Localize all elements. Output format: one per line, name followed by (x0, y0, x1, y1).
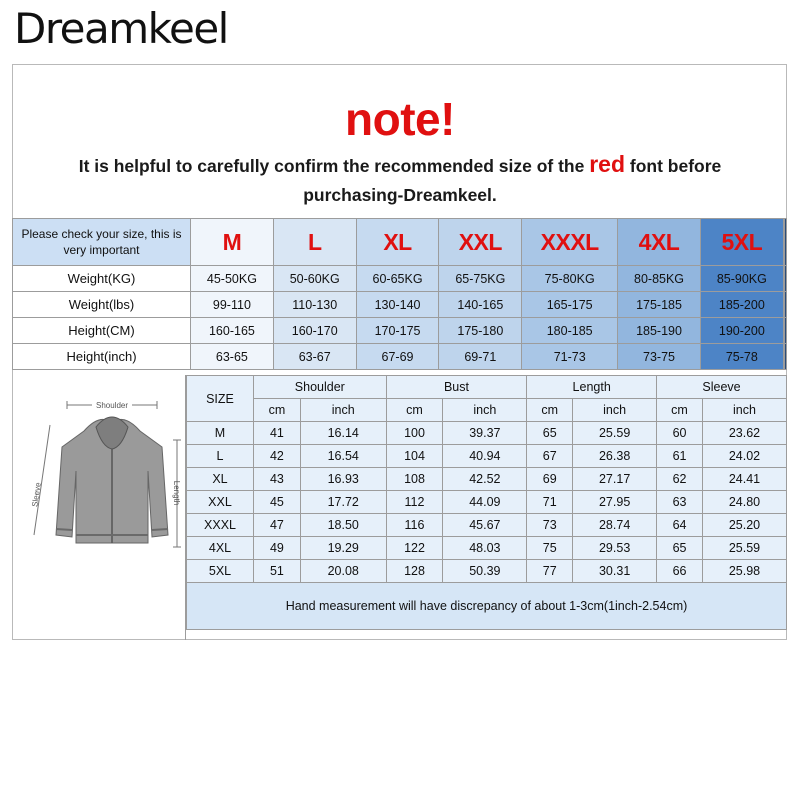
measure-cell: 16.14 (300, 422, 386, 445)
size-cell: 85-90KG (700, 266, 783, 292)
measure-row (187, 537, 787, 560)
garment-figure (12, 375, 186, 640)
measure-cell: 25.20 (702, 514, 786, 537)
blank-cell (785, 219, 787, 266)
measure-unit-row (187, 399, 787, 422)
measure-cell: 29.53 (573, 537, 657, 560)
size-cell: 65-75KG (439, 266, 522, 292)
discrepancy-footnote: Hand measurement will have discrepancy of about 1-3cm(1inch-2.54cm) (187, 583, 787, 630)
size-cell: 180-185 (522, 318, 618, 344)
measure-size: 5XL (187, 560, 254, 583)
measure-cell: 116 (386, 514, 443, 537)
measure-cell: 24.80 (702, 491, 786, 514)
blank-cell (785, 344, 787, 370)
size-cell: 73-75 (618, 344, 701, 370)
size-row-label: Weight(lbs) (13, 292, 191, 318)
measure-cell: 25.98 (702, 560, 786, 583)
size-cell: 71-73 (522, 344, 618, 370)
measure-size: XXL (187, 491, 254, 514)
measure-group-row (187, 376, 787, 399)
footnote-row (187, 583, 787, 630)
measure-cell: 41 (254, 422, 301, 445)
measure-cell: 69 (527, 468, 573, 491)
advice-text (0, 150, 800, 210)
measure-cell: 73 (527, 514, 573, 537)
measure-cell: 24.41 (702, 468, 786, 491)
blank-cell (785, 318, 787, 344)
size-cell: 175-180 (439, 318, 522, 344)
size-label: XXXL (522, 219, 618, 266)
measure-cell: 50.39 (443, 560, 527, 583)
size-cell: 130-140 (356, 292, 439, 318)
size-cell: 140-165 (439, 292, 522, 318)
measure-size: XL (187, 468, 254, 491)
measure-cell: 77 (527, 560, 573, 583)
size-cell: 160-165 (191, 318, 274, 344)
size-cell: 63-67 (273, 344, 356, 370)
size-cell: 110-130 (273, 292, 356, 318)
measure-cell: 27.17 (573, 468, 657, 491)
group-header: Bust (386, 376, 527, 399)
measure-cell: 75 (527, 537, 573, 560)
hoodie-diagram (12, 375, 186, 640)
measure-cell: 25.59 (573, 422, 657, 445)
measure-cell: 25.59 (702, 537, 786, 560)
measure-cell: 40.94 (443, 445, 527, 468)
measure-cell: 61 (657, 445, 703, 468)
size-cell: 50-60KG (273, 266, 356, 292)
shoulder-measure-label: Shoulder (95, 401, 129, 410)
size-cell: 67-69 (356, 344, 439, 370)
measure-cell: 62 (657, 468, 703, 491)
group-header: Length (527, 376, 657, 399)
measure-cell: 63 (657, 491, 703, 514)
measure-row (187, 422, 787, 445)
measure-cell: 67 (527, 445, 573, 468)
measure-cell: 18.50 (300, 514, 386, 537)
measure-cell: 45 (254, 491, 301, 514)
size-cell: 75-80KG (522, 266, 618, 292)
measure-cell: 16.93 (300, 468, 386, 491)
measure-cell: 43 (254, 468, 301, 491)
size-cell: 175-185 (618, 292, 701, 318)
measure-cell: 108 (386, 468, 443, 491)
size-label: 5XL (700, 219, 783, 266)
size-label: XL (356, 219, 439, 266)
measure-size: XXXL (187, 514, 254, 537)
size-cell: 80-85KG (618, 266, 701, 292)
size-row (13, 344, 787, 370)
unit-header: inch (443, 399, 527, 422)
measure-row (187, 560, 787, 583)
measure-row (187, 468, 787, 491)
sleeve-measure-label: Sleeve (30, 481, 43, 508)
group-header: Shoulder (254, 376, 387, 399)
size-cell: 185-190 (618, 318, 701, 344)
size-row (13, 266, 787, 292)
measurement-table (186, 375, 787, 630)
size-label: L (273, 219, 356, 266)
size-cell: 45-50KG (191, 266, 274, 292)
measure-cell: 30.31 (573, 560, 657, 583)
measure-cell: 20.08 (300, 560, 386, 583)
measure-cell: 47 (254, 514, 301, 537)
measure-cell: 128 (386, 560, 443, 583)
advice-line1-before: It is helpful to carefully confirm the recommended size of the (78, 156, 585, 176)
measure-size: 4XL (187, 537, 254, 560)
measure-cell: 100 (386, 422, 443, 445)
measure-cell: 19.29 (300, 537, 386, 560)
group-header: Sleeve (657, 376, 787, 399)
measure-cell: 28.74 (573, 514, 657, 537)
measure-cell: 48.03 (443, 537, 527, 560)
advice-red-word: red (589, 151, 626, 177)
advice-line2: purchasing-Dreamkeel. (303, 185, 497, 205)
measure-row (187, 445, 787, 468)
measure-size: L (187, 445, 254, 468)
measure-cell: 65 (657, 537, 703, 560)
measure-cell: 45.67 (443, 514, 527, 537)
measure-cell: 42 (254, 445, 301, 468)
size-column-header: SIZE (187, 376, 254, 422)
measure-cell: 27.95 (573, 491, 657, 514)
measure-cell: 65 (527, 422, 573, 445)
measure-row (187, 514, 787, 537)
size-header-row (13, 219, 787, 266)
measure-cell: 60 (657, 422, 703, 445)
unit-header: inch (300, 399, 386, 422)
measure-cell: 39.37 (443, 422, 527, 445)
size-cell: 165-175 (522, 292, 618, 318)
size-row-label: Weight(KG) (13, 266, 191, 292)
size-row-label: Height(inch) (13, 344, 191, 370)
note-heading: note! (345, 93, 455, 145)
measure-cell: 17.72 (300, 491, 386, 514)
size-label: 4XL (618, 219, 701, 266)
brand-logo: Dreamkeel (14, 4, 228, 53)
measure-cell: 23.62 (702, 422, 786, 445)
measure-cell: 26.38 (573, 445, 657, 468)
blank-cell (785, 292, 787, 318)
unit-header: cm (386, 399, 443, 422)
measure-row (187, 491, 787, 514)
measure-cell: 71 (527, 491, 573, 514)
measure-size: M (187, 422, 254, 445)
size-row-label: Height(CM) (13, 318, 191, 344)
measure-cell: 104 (386, 445, 443, 468)
size-cell: 170-175 (356, 318, 439, 344)
size-cell: 190-200 (700, 318, 783, 344)
size-row (13, 318, 787, 344)
size-label: M (191, 219, 274, 266)
size-cell: 185-200 (700, 292, 783, 318)
hoodie-icon (56, 417, 168, 543)
size-row (13, 292, 787, 318)
unit-header: cm (657, 399, 703, 422)
unit-header: inch (702, 399, 786, 422)
measure-cell: 44.09 (443, 491, 527, 514)
measure-cell: 42.52 (443, 468, 527, 491)
measure-cell: 112 (386, 491, 443, 514)
size-check-note: Please check your size, this is very important (13, 219, 191, 266)
measure-cell: 24.02 (702, 445, 786, 468)
measure-cell: 64 (657, 514, 703, 537)
size-cell: 75-78 (700, 344, 783, 370)
size-label: XXL (439, 219, 522, 266)
measure-cell: 49 (254, 537, 301, 560)
size-cell: 160-170 (273, 318, 356, 344)
unit-header: inch (573, 399, 657, 422)
size-cell: 60-65KG (356, 266, 439, 292)
advice-line1-after: font before (629, 156, 722, 176)
measure-cell: 51 (254, 560, 301, 583)
measure-cell: 122 (386, 537, 443, 560)
blank-cell (785, 266, 787, 292)
measure-cell: 66 (657, 560, 703, 583)
size-recommendation-table (12, 218, 787, 370)
size-cell: 99-110 (191, 292, 274, 318)
size-cell: 69-71 (439, 344, 522, 370)
length-measure-label: Length (172, 480, 181, 506)
size-cell: 63-65 (191, 344, 274, 370)
measure-cell: 16.54 (300, 445, 386, 468)
unit-header: cm (527, 399, 573, 422)
unit-header: cm (254, 399, 301, 422)
